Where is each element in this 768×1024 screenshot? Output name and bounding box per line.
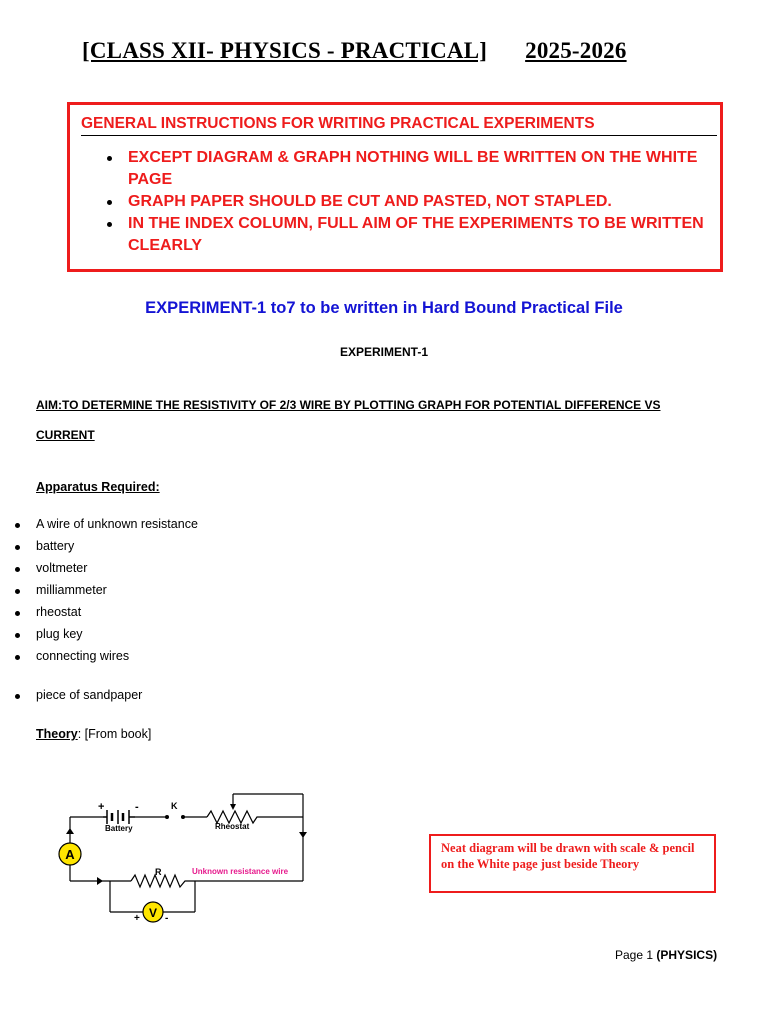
apparatus-item: rheostat <box>36 605 82 619</box>
key-terminal-icon <box>181 815 185 819</box>
apparatus-item: milliammeter <box>36 583 107 597</box>
apparatus-item: voltmeter <box>36 561 88 575</box>
rheostat-slider-icon <box>230 804 236 810</box>
experiment-title: EXPERIMENT-1 <box>339 345 429 359</box>
theory-line <box>36 727 151 741</box>
arrow-down-icon <box>299 832 307 838</box>
apparatus-heading: Apparatus Required: <box>36 480 160 494</box>
battery-plus-label: + <box>98 801 105 813</box>
header-title: [CLASS XII- PHYSICS - PRACTICAL] <box>82 38 488 63</box>
instructions-box <box>67 102 723 272</box>
instruction-item: IN THE INDEX COLUMN, FULL AIM OF THE EXPERIMENTS TO BE WRITTEN CLEARLY <box>107 213 707 257</box>
voltmeter-label: V <box>148 906 158 920</box>
resistor-label: R <box>155 867 162 877</box>
instructions-title: GENERAL INSTRUCTIONS FOR WRITING PRACTICAL EXPERIMENTS <box>81 115 717 136</box>
battery-label: Battery <box>105 824 133 833</box>
battery-minus-label: - <box>135 801 139 813</box>
apparatus-item: connecting wires <box>36 649 130 663</box>
arrow-right-icon <box>97 877 103 885</box>
voltmeter-plus-label: + <box>134 913 140 924</box>
diagram-note: Neat diagram will be drawn with scale & pencil on the White page just beside Theory <box>429 834 716 893</box>
instructions-list <box>107 147 707 257</box>
key-terminal-icon <box>165 815 169 819</box>
unknown-wire-label: Unknown resistance wire <box>192 867 289 876</box>
apparatus-item: A wire of unknown resistance <box>36 517 198 531</box>
page-number: Page 1 <box>615 948 654 962</box>
circuit-diagram <box>55 790 310 930</box>
battery-icon <box>103 810 135 824</box>
theory-text: : [From book] <box>77 727 152 741</box>
instruction-item: EXCEPT DIAGRAM & GRAPH NOTHING WILL BE WRITTEN ON THE WHITE PAGE <box>107 147 707 191</box>
key-label: K <box>171 801 178 811</box>
voltmeter-minus-label: - <box>165 913 169 924</box>
apparatus-item: piece of sandpaper <box>36 688 143 702</box>
ammeter-label: A <box>65 847 75 862</box>
page-footer <box>615 948 717 962</box>
instruction-item: GRAPH PAPER SHOULD BE CUT AND PASTED, NOT STAPLED. <box>107 191 707 213</box>
apparatus-item: battery <box>36 539 75 553</box>
rheostat-label: Rheostat <box>215 822 250 831</box>
arrow-up-icon <box>66 828 74 834</box>
header-year: 2025-2026 <box>525 38 627 63</box>
apparatus-item: plug key <box>36 627 83 641</box>
page-header <box>82 38 674 64</box>
footer-subject: (PHYSICS) <box>656 948 718 962</box>
aim-text: AIM:TO DETERMINE THE RESISTIVITY OF 2/3 WIRE BY PLOTTING GRAPH FOR POTENTIAL DIFFERENCE VS CURRENT <box>36 398 661 442</box>
theory-label: Theory <box>36 727 78 741</box>
experiment-note: EXPERIMENT-1 to7 to be written in Hard Bound Practical File <box>145 299 623 317</box>
